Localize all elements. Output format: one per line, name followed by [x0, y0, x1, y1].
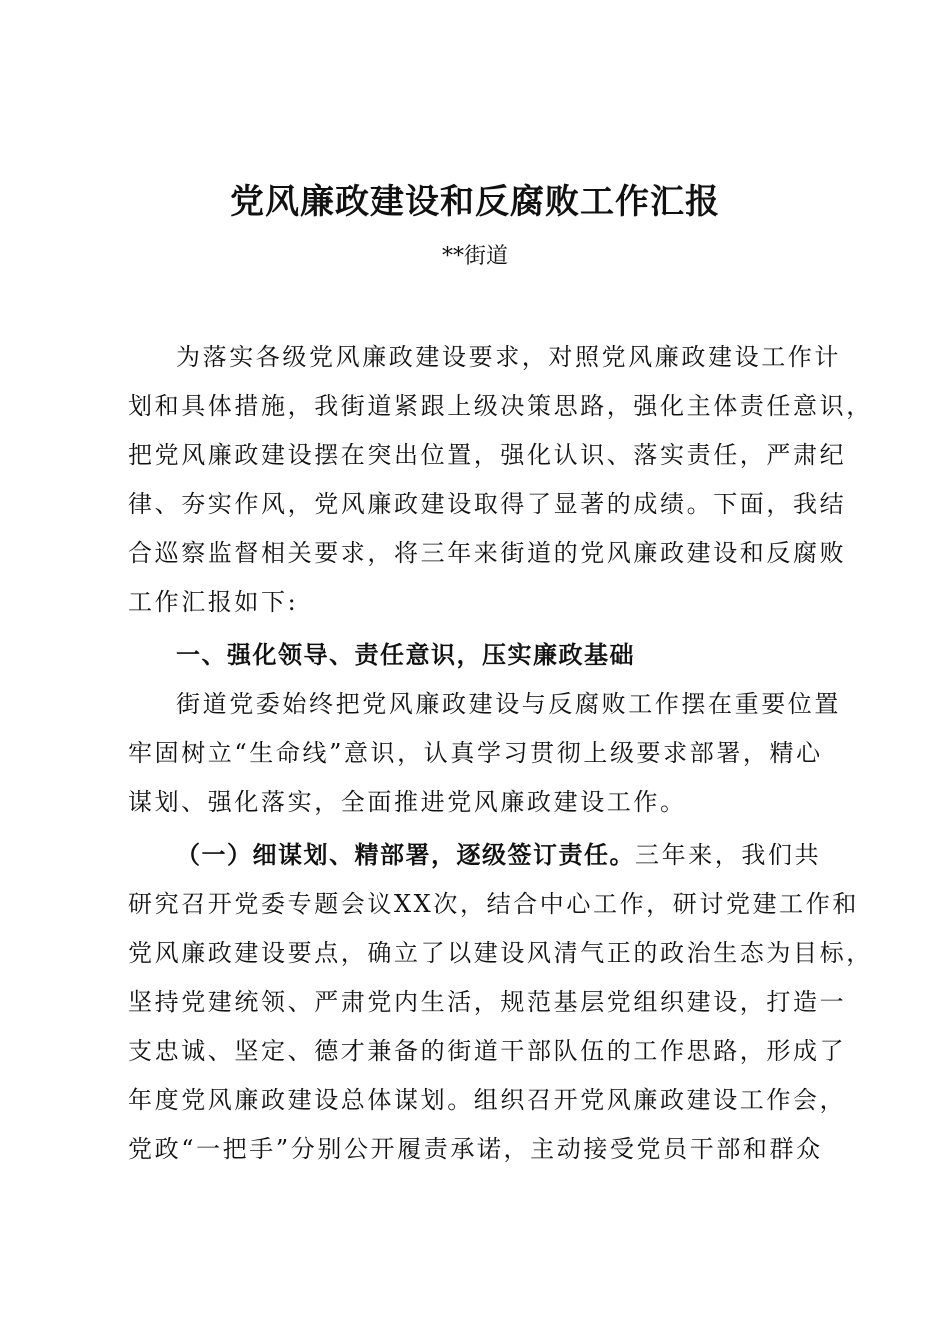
section-heading: 一、强化领导、责任意识，压实廉政基础 — [176, 641, 635, 669]
paragraph-line: 牢固树立“生命线”意识，认真学习贯彻上级要求部署，精心 — [128, 739, 823, 767]
paragraph-line: 研究召开党委专题会议XX次，结合中心工作，研讨党建工作和 — [128, 890, 859, 918]
paragraph-line: 把党风廉政建设摆在突出位置，强化认识、落实责任，严肃纪 — [128, 441, 847, 469]
paragraph-line: 律、夯实作风，党风廉政建设取得了显著的成绩。下面，我结 — [128, 490, 847, 518]
paragraph-line: 支忠诚、坚定、德才兼备的街道干部队伍的工作思路，形成了 — [128, 1037, 847, 1065]
paragraph-line: 党政“一把手”分别公开履责承诺，主动接受党员干部和群众 — [128, 1135, 823, 1163]
paragraph-line: 为落实各级党风廉政建设要求，对照党风廉政建设工作计 — [176, 343, 841, 371]
paragraph-line: 年度党风廉政建设总体谋划。组织召开党风廉政建设工作会， — [128, 1086, 847, 1114]
subsection-heading: （一）细谋划、精部署，逐级签订责任。 — [176, 841, 635, 869]
paragraph-line: 合巡察监督相关要求，将三年来街道的党风廉政建设和反腐败 — [128, 539, 847, 567]
paragraph-line: 划和具体措施，我街道紧跟上级决策思路，强化主体责任意识， — [128, 392, 873, 420]
paragraph-line: 谋划、强化落实，全面推进党风廉政建设工作。 — [128, 788, 687, 816]
paragraph-line: 坚持党建统领、严肃党内生活，规范基层党组织建设，打造一 — [128, 988, 847, 1016]
paragraph-line: 工作汇报如下: — [128, 588, 299, 616]
document-subtitle: **街道 — [441, 244, 508, 269]
subsection-text: 三年来，我们共 — [635, 841, 822, 869]
paragraph-line: 街道党委始终把党风廉政建设与反腐败工作摆在重要位置 — [176, 690, 841, 718]
document-title: 党风廉政建设和反腐败工作汇报 — [230, 182, 720, 222]
paragraph-line: 党风廉政建设要点，确立了以建设风清气正的政治生态为目标， — [128, 939, 873, 967]
subsection-line — [176, 835, 821, 875]
